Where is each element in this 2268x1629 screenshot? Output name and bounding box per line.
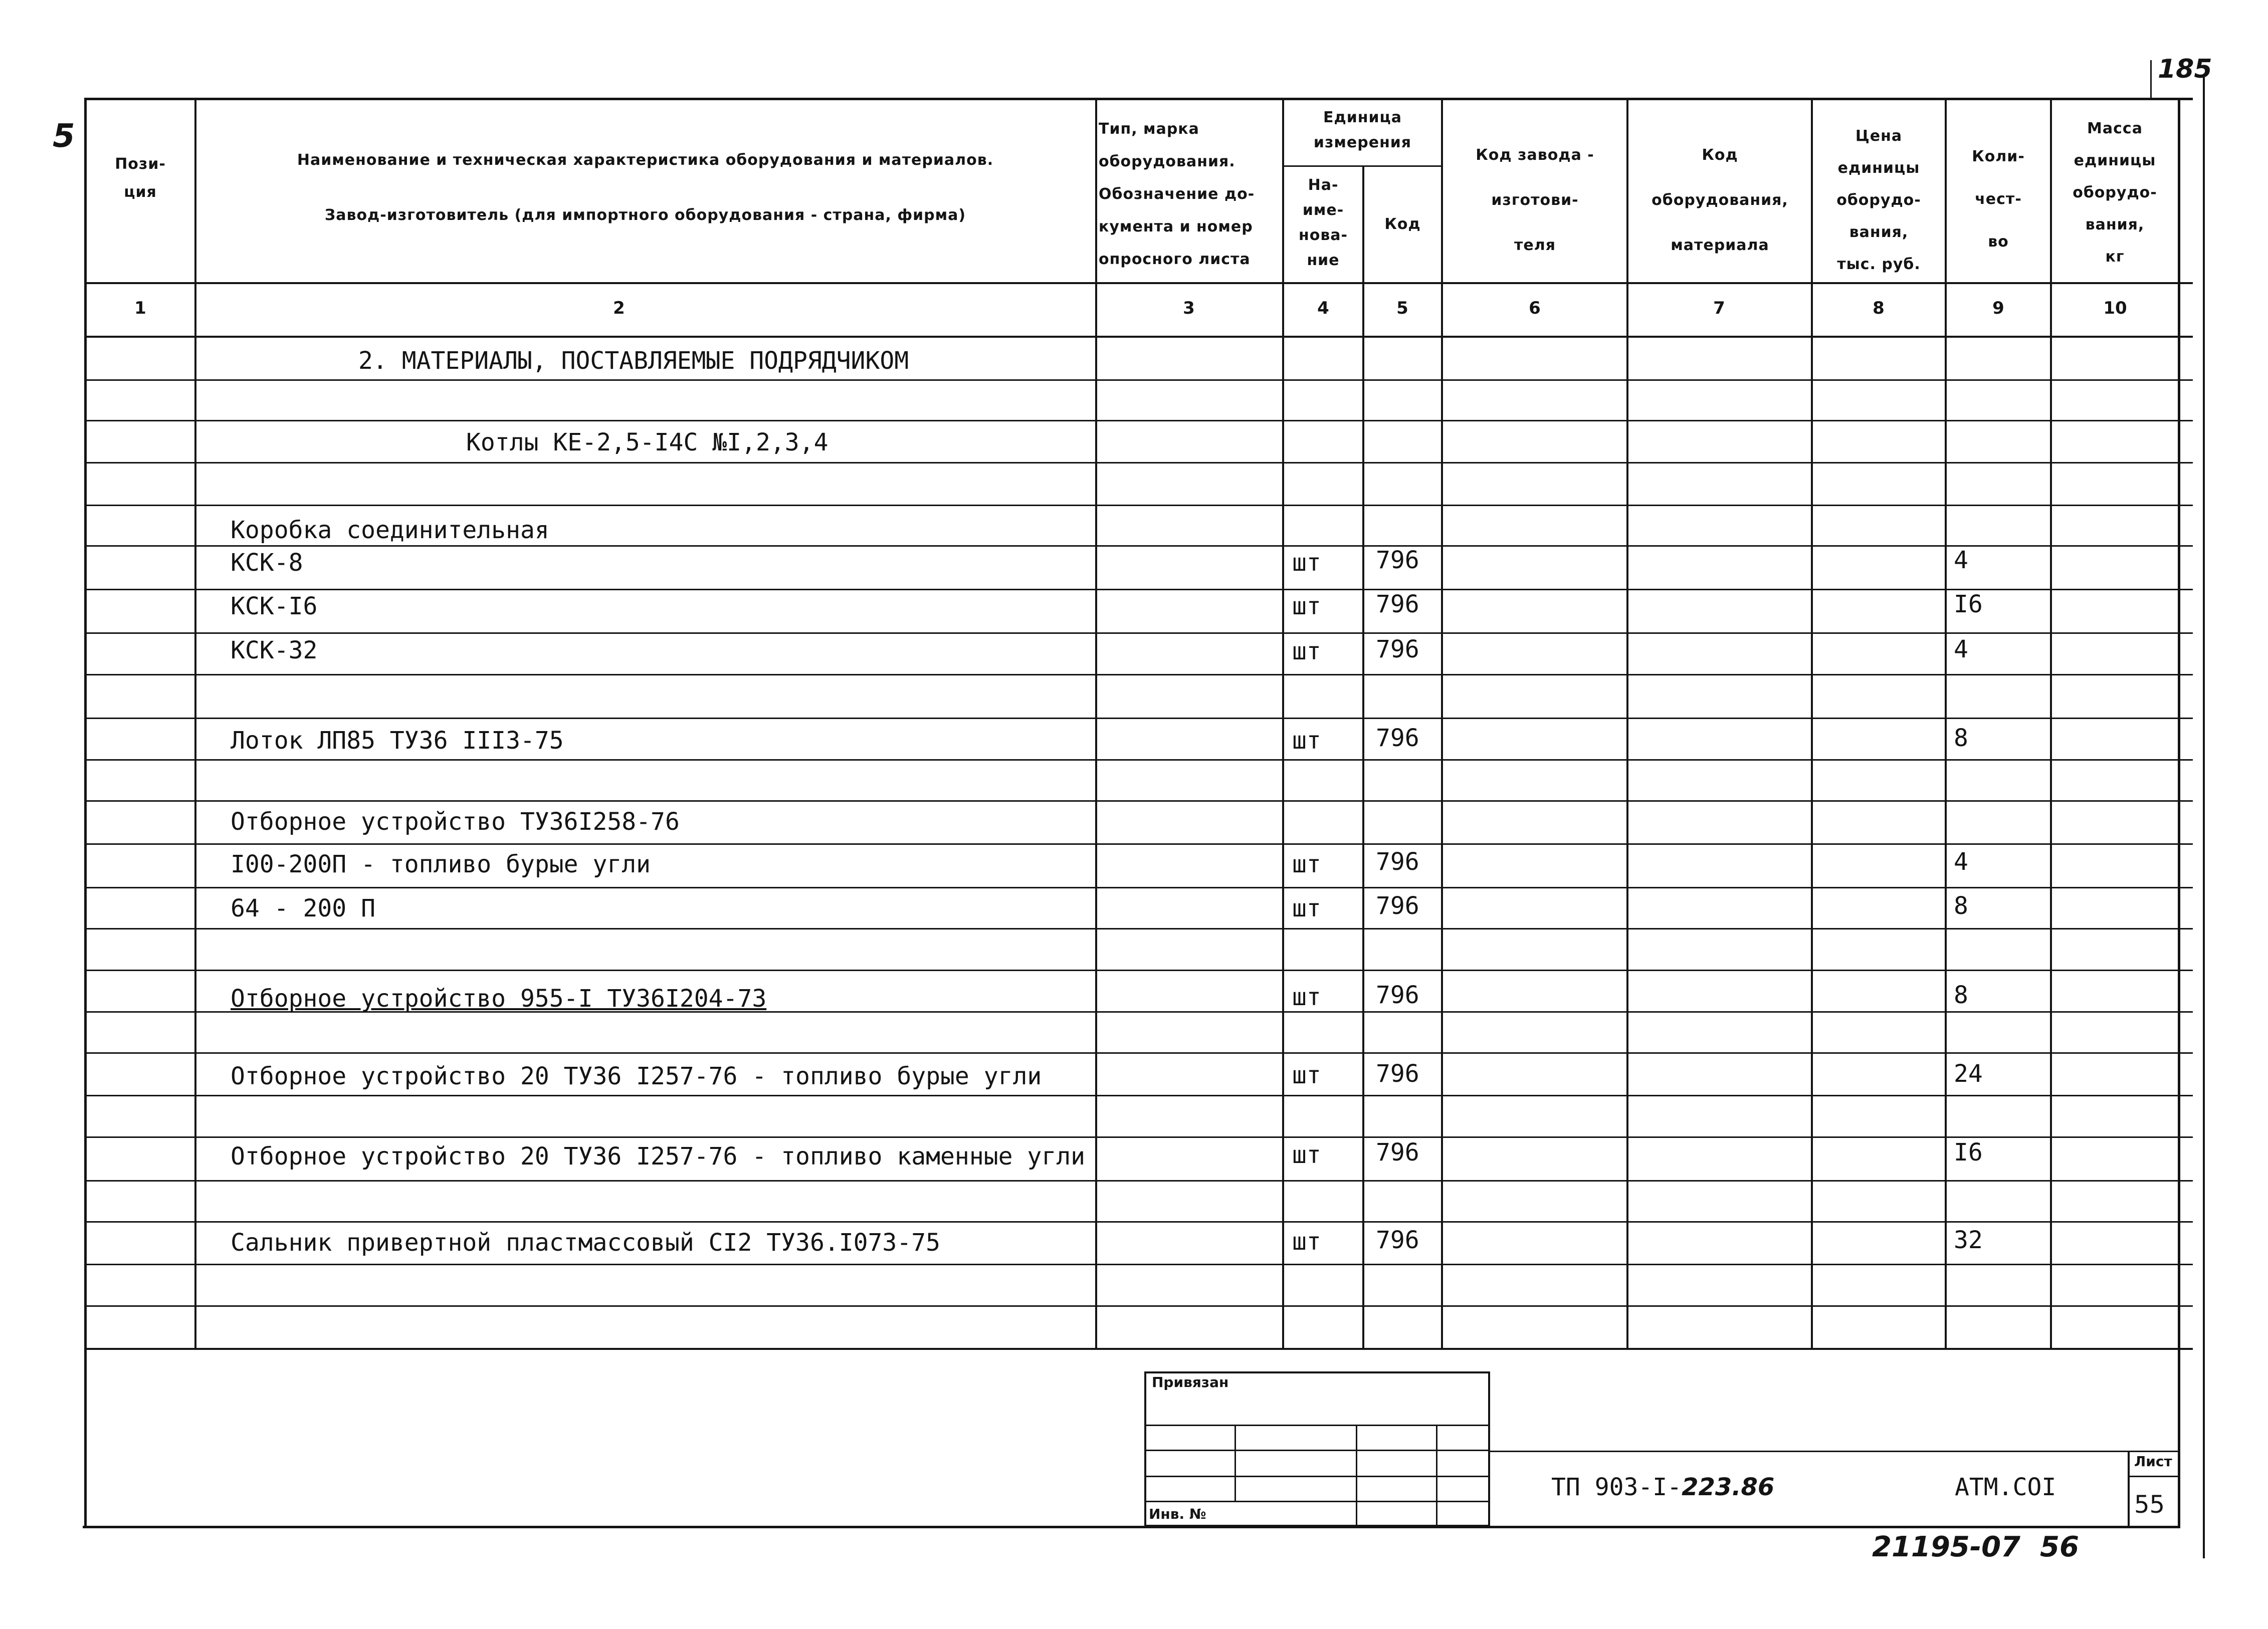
column-number: 1 [134,298,146,318]
item-unit: шт [1292,727,1321,755]
item-qty: I6 [1954,590,1983,618]
item-unit: шт [1292,549,1321,577]
col-divider-7 [1811,98,1813,1349]
item-name: 64 - 200 П [231,894,375,922]
item-name: I00-200П - топливо бурые угли [231,850,651,878]
col-divider-1 [194,98,196,1349]
row-line [85,674,2193,675]
row-line [85,545,2193,547]
header-unit-name: На- име- нова- ние [1298,176,1348,269]
row-line [85,1136,2193,1138]
item-qty: 4 [1954,848,1968,876]
row-line [85,420,2193,421]
column-number: 9 [1992,298,2004,318]
item-unit: шт [1292,1141,1321,1169]
item-unit: шт [1292,894,1321,922]
row-line [85,718,2193,719]
header-equipment-code: Код оборудования, материала [1652,146,1788,254]
row-line [85,379,2193,381]
header-unit-code: Код [1384,215,1421,233]
col-divider-2 [1095,98,1097,1349]
item-qty: 8 [1954,892,1968,920]
item-qty: 8 [1954,981,1968,1009]
header-bottom-border [85,282,2193,284]
item-code: 796 [1376,981,1419,1009]
row-line [85,928,2193,929]
row-line [85,1095,2193,1096]
header-price: Цена единицы оборудо- вания, тыс. руб. [1836,127,1921,273]
item-code: 796 [1376,1060,1419,1088]
stamp-col [1356,1425,1357,1527]
col-divider-3 [1282,98,1284,1349]
linked-label: Привязан [1152,1374,1229,1390]
row-line [85,970,2193,971]
header-type: Тип, марка оборудования. Обозначение до- кумента и номер опросного листа [1099,120,1255,268]
stamp-col [1436,1425,1437,1527]
item-unit: шт [1292,983,1321,1011]
header-quantity: Коли- чест- во [1972,148,2025,251]
col-divider-5 [1441,98,1443,1349]
left-border [84,98,87,1528]
item-code: 796 [1376,1138,1419,1167]
item-qty: 4 [1954,546,1968,574]
item-unit: шт [1292,850,1321,878]
sheet-mark-tick [2150,60,2152,100]
right-border [2178,98,2180,1528]
row-line [85,1305,2193,1307]
row-line [85,505,2193,506]
item-code: 796 [1376,892,1419,920]
table-top-border [85,98,2193,100]
item-name: Лоток ЛП85 ТУ36 III3-75 [231,727,564,755]
column-number: 3 [1183,298,1195,318]
stamp-col [1234,1425,1236,1502]
title-block-top [1490,1451,2178,1452]
item-code: 796 [1376,590,1419,618]
sheet-box-divider [2128,1476,2178,1477]
col-divider-6 [1626,98,1628,1349]
group-heading: Коробка соединительная [231,516,549,544]
row-line [85,1264,2193,1265]
item-code: 796 [1376,1226,1419,1254]
header-factory-code: Код завода - изготови- теля [1476,146,1594,254]
row-line [85,800,2193,802]
item-name: Отборное устройство 20 ТУ36 I257-76 - топливо каменные угли [231,1142,1086,1171]
header-position: Пози- ция [115,155,166,201]
inventory-label: Инв. № [1149,1506,1206,1522]
item-qty: 24 [1954,1060,1983,1088]
right-outer-border [2203,75,2205,1558]
item-unit: шт [1292,637,1321,665]
column-number: 8 [1873,298,1885,318]
stamp-line [1144,1450,1490,1451]
page-bottom-border [83,1526,2178,1528]
item-code: 796 [1376,724,1419,752]
row-line [85,462,2193,463]
colnum-bottom-border [85,336,2193,338]
col-divider-9 [2050,98,2052,1349]
item-code: 796 [1376,546,1419,574]
row-line [85,1180,2193,1182]
item-unit: шт [1292,1228,1321,1256]
item-unit: шт [1292,592,1321,620]
header-name: Наименование и техническая характеристика оборудования и материалов. Завод-изготовитель (для импортного оборудования - страна, фирма) [297,151,994,224]
stamp-line [1144,1501,1490,1502]
item-name: КСК-I6 [231,592,318,620]
row-line [85,1052,2193,1054]
stamp-line [1144,1425,1490,1426]
item-qty: 4 [1954,635,1968,663]
item-name: Отборное устройство 955-I ТУ36I204-73 [231,985,767,1013]
col-divider-8 [1945,98,1947,1349]
linked-stamp [1144,1371,1490,1527]
corner-mark: 5 [53,118,75,155]
column-number: 6 [1529,298,1541,318]
item-name: КСК-8 [231,549,303,577]
item-qty: 32 [1954,1226,1983,1254]
column-number: 10 [2103,298,2127,318]
footer-number: 21195-07 56 [1872,1531,2079,1563]
row-line [85,887,2193,888]
item-name: Отборное устройство 20 ТУ36 I257-76 - топливо бурые угли [231,1062,1042,1090]
item-qty: 8 [1954,724,1968,752]
table-bottom-border [85,1348,2193,1350]
document-code: АТМ.СОI [1955,1473,2056,1501]
row-line [85,759,2193,761]
unit-group-divider [1283,165,1442,167]
header-unit-group: Единица измерения [1313,109,1412,151]
item-name: Сальник привертной пластмассовый СI2 ТУ36.I073-75 [231,1229,941,1257]
column-number: 5 [1396,298,1408,318]
column-number: 2 [613,298,625,318]
group-heading: Отборное устройство ТУ36I258-76 [231,808,680,836]
boiler-subtitle: Котлы КЕ-2,5-I4С №I,2,3,4 [466,428,829,456]
document-number: ТП 903-I-223.86 [1551,1473,1775,1501]
row-line [85,843,2193,845]
header-mass: Масса единицы оборудо- вания, кг [2073,120,2157,266]
sheet-mark: 185 [2158,54,2212,84]
stamp-line [1144,1476,1490,1477]
row-line [85,632,2193,634]
item-code: 796 [1376,635,1419,663]
column-number: 4 [1317,298,1329,318]
sheet-label: Лист [2134,1453,2172,1470]
row-line [85,589,2193,590]
row-line [85,1221,2193,1223]
col-divider-4 [1362,165,1364,1349]
item-name: КСК-32 [231,636,318,664]
item-unit: шт [1292,1061,1321,1089]
sheet-number: 55 [2134,1491,2165,1519]
item-code: 796 [1376,848,1419,876]
column-number: 7 [1713,298,1725,318]
section-title: 2. МАТЕРИАЛЫ, ПОСТАВЛЯЕМЫЕ ПОДРЯДЧИКОМ [358,347,909,375]
item-qty: I6 [1954,1138,1983,1167]
